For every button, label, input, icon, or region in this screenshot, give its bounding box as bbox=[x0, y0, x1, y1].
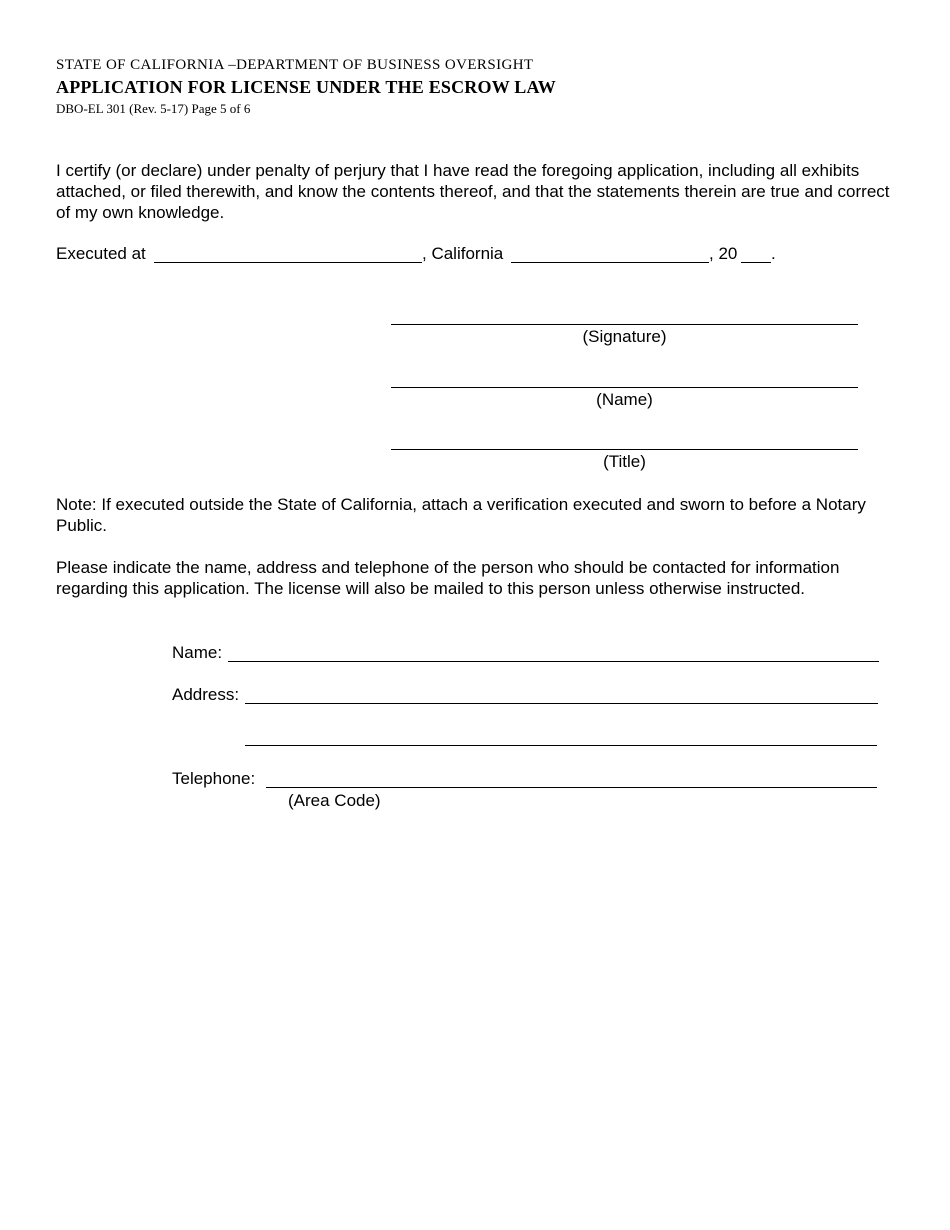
contact-address-field[interactable] bbox=[245, 703, 878, 704]
signer-name-field[interactable] bbox=[391, 387, 858, 388]
contact-telephone-label: Telephone: bbox=[172, 769, 256, 788]
execution-end-period: . bbox=[771, 244, 776, 263]
area-code-caption: (Area Code) bbox=[288, 791, 381, 810]
execution-year-field[interactable] bbox=[741, 262, 771, 263]
form-id: DBO-EL 301 (Rev. 5-17) Page 5 of 6 bbox=[56, 101, 251, 116]
contact-instructions: Please indicate the name, address and telephone of the person who should be contacted for information regarding this application. The license will also be mailed to this person unless otherwise instructed. bbox=[56, 558, 840, 598]
contact-address-line2-field[interactable] bbox=[245, 745, 877, 746]
title-caption: (Title) bbox=[603, 452, 646, 471]
signer-title-field[interactable] bbox=[391, 449, 858, 450]
signature-field[interactable] bbox=[391, 324, 858, 325]
executed-at-label: Executed at bbox=[56, 244, 146, 263]
contact-name-field[interactable] bbox=[228, 661, 879, 662]
contact-address-label: Address: bbox=[172, 685, 240, 704]
certification-text: I certify (or declare) under penalty of perjury that I have read the foregoing application, including all exhibits attached, or filed therewith, and know the contents thereof, and that the statements therein are true and correct of my own knowledge. bbox=[56, 161, 890, 222]
california-label: , California bbox=[422, 244, 504, 263]
contact-name-label: Name: bbox=[172, 643, 223, 662]
name-caption: (Name) bbox=[596, 390, 653, 409]
contact-telephone-field[interactable] bbox=[266, 787, 877, 788]
note-text: Note: If executed outside the State of California, attach a verification executed and sworn to before a Notary Public. bbox=[56, 495, 866, 535]
execution-date-field[interactable] bbox=[511, 262, 709, 263]
signature-caption: (Signature) bbox=[582, 327, 667, 346]
year-prefix-label: , 20 bbox=[709, 244, 738, 263]
executed-at-place-field[interactable] bbox=[154, 262, 422, 263]
form-title: APPLICATION FOR LICENSE UNDER THE ESCROW LAW bbox=[56, 77, 556, 97]
agency-header: STATE OF CALIFORNIA –DEPARTMENT OF BUSINESS OVERSIGHT bbox=[56, 57, 534, 73]
